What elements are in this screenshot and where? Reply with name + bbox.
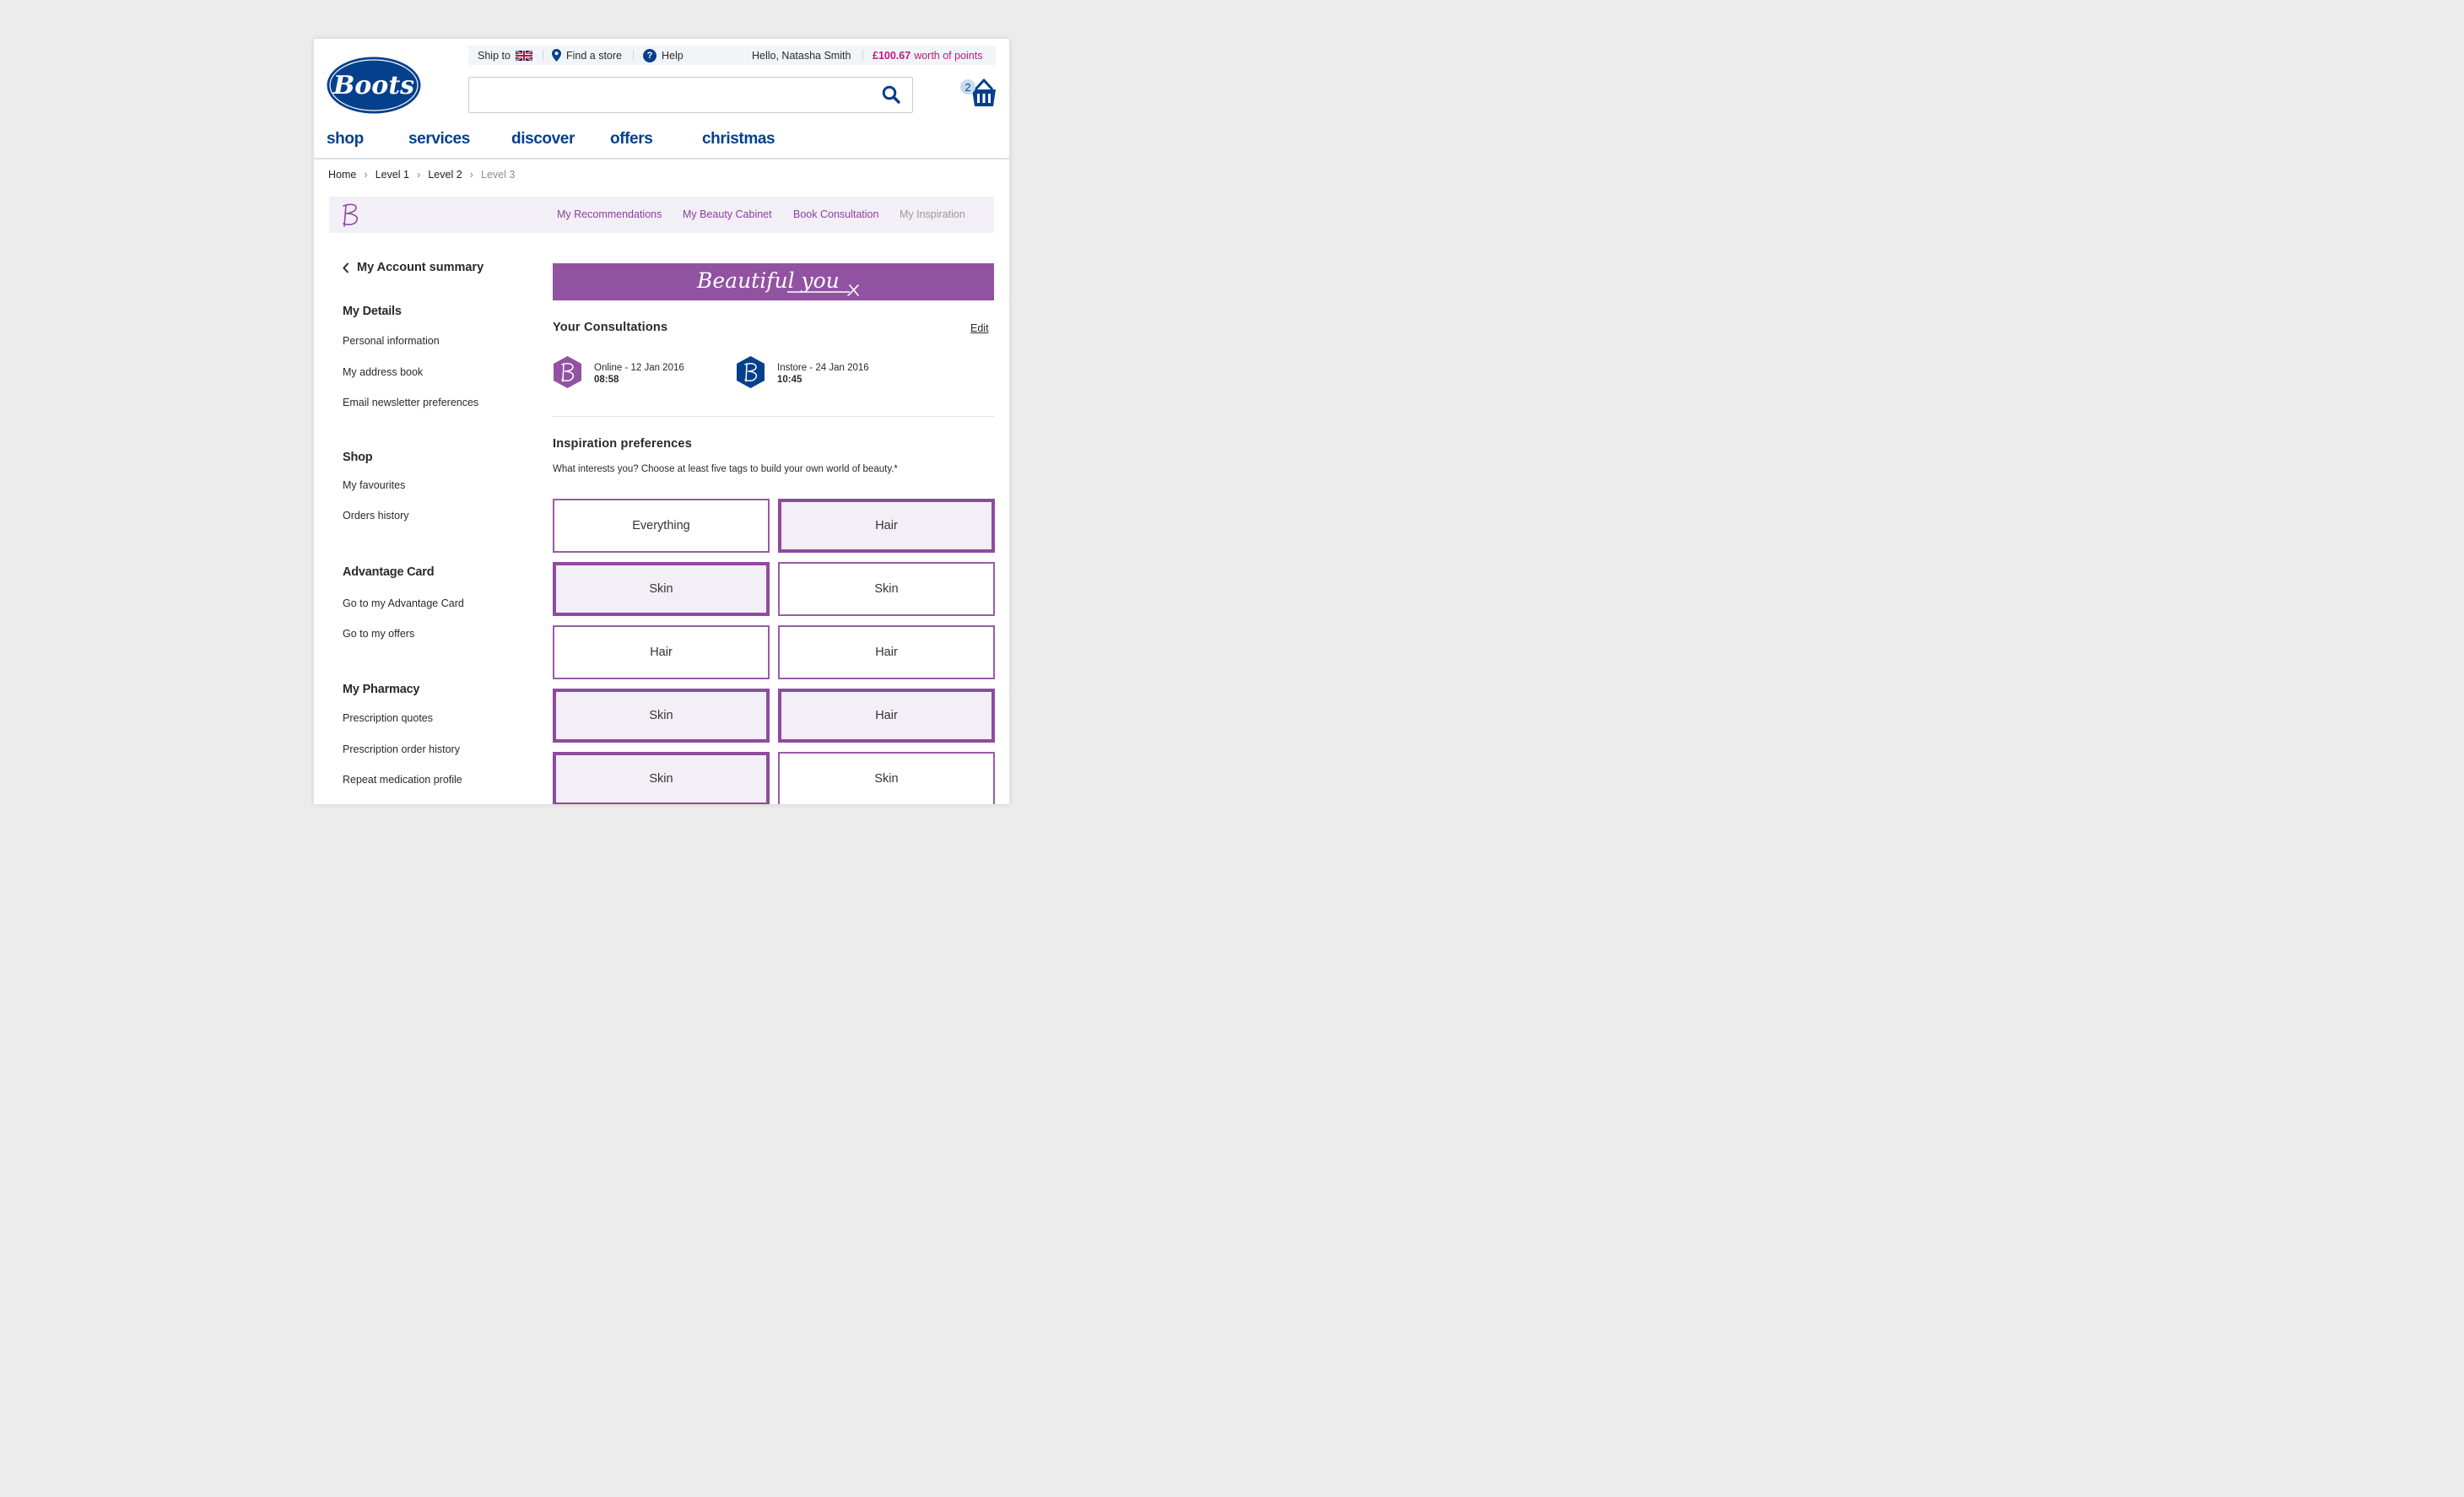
interest-tag-label: Everything (632, 519, 690, 532)
nav-offers[interactable]: offers (610, 130, 653, 148)
points-value: £100.67 (873, 49, 911, 62)
breadcrumb (328, 168, 515, 181)
inspiration-prompt: What interests you? Choose at least five tags to build your own world of beauty.* (553, 464, 898, 474)
points-link[interactable] (873, 46, 982, 65)
help-icon: ? (643, 49, 657, 62)
find-store-label: Find a store (566, 49, 623, 62)
edit-consultations-link[interactable]: Edit (970, 322, 989, 334)
inspiration-heading: Inspiration preferences (553, 437, 692, 451)
basket-count-badge: 2 (960, 79, 975, 95)
interest-tag-label: Hair (875, 519, 898, 532)
sidebar-item-repeat-medication[interactable]: Repeat medication profile (343, 774, 462, 786)
beauty-nav (329, 197, 994, 233)
account-summary-back-link[interactable] (343, 261, 484, 274)
ship-to-link[interactable] (478, 46, 532, 65)
interest-tag[interactable] (778, 562, 995, 616)
advantage-card-heading: Advantage Card (343, 565, 435, 579)
nav-my-recommendations[interactable]: My Recommendations (557, 208, 662, 220)
consultation-label: Online - 12 Jan 2016 (594, 363, 684, 373)
banner-script (553, 263, 994, 300)
interest-tag[interactable] (778, 752, 995, 804)
nav-my-beauty-cabinet[interactable]: My Beauty Cabinet (683, 208, 772, 220)
help-label: Help (662, 49, 684, 62)
interest-tag-label: Skin (874, 772, 899, 786)
interest-tag[interactable] (553, 625, 770, 679)
search-icon[interactable] (882, 85, 900, 104)
sidebar-item-email-preferences[interactable]: Email newsletter preferences (343, 397, 479, 408)
breadcrumb-home[interactable]: Home (328, 168, 357, 181)
instore-consultation-hex-icon (736, 355, 765, 389)
interest-tag-label: Skin (874, 582, 899, 596)
nav-christmas[interactable]: christmas (702, 130, 775, 148)
consultation-time: 10:45 (777, 375, 802, 385)
sidebar-item-address-book[interactable]: My address book (343, 366, 424, 378)
chevron-left-icon (343, 262, 349, 273)
consultations-heading: Your Consultations (553, 321, 668, 334)
chevron-right-icon: › (469, 168, 473, 181)
interest-tag[interactable] (553, 689, 770, 743)
my-pharmacy-heading: My Pharmacy (343, 683, 420, 696)
sidebar-item-offers[interactable]: Go to my offers (343, 628, 415, 640)
search-input[interactable] (478, 78, 866, 111)
logo-text: Boots (332, 71, 415, 100)
interest-tag-label: Hair (650, 646, 673, 659)
interest-tag[interactable] (778, 689, 995, 743)
account-greeting[interactable] (752, 46, 851, 65)
uk-flag-icon (516, 51, 532, 61)
breadcrumb-level-3: Level 3 (481, 168, 516, 181)
search-box (468, 77, 913, 113)
nav-services[interactable]: services (408, 130, 470, 148)
interest-tag-label: Skin (649, 772, 673, 786)
interest-tag[interactable] (778, 625, 995, 679)
section-divider (553, 416, 994, 417)
page (314, 39, 1009, 804)
nav-shop[interactable]: shop (327, 130, 364, 148)
location-pin-icon (552, 49, 561, 62)
nav-my-inspiration[interactable]: My Inspiration (900, 208, 965, 220)
consultation-details (777, 362, 869, 386)
banner-text: Beautiful you (697, 268, 840, 293)
consultation-time: 08:58 (594, 375, 619, 385)
sidebar-item-prescription-history[interactable]: Prescription order history (343, 743, 460, 755)
consultation-item[interactable] (553, 355, 684, 389)
sidebar-item-orders-history[interactable]: Orders history (343, 510, 409, 522)
sidebar-item-favourites[interactable]: My favourites (343, 479, 406, 491)
consultation-details (594, 362, 684, 386)
consultation-label: Instore - 24 Jan 2016 (777, 363, 869, 373)
sidebar-item-personal-information[interactable]: Personal information (343, 335, 440, 347)
breadcrumb-level-1[interactable]: Level 1 (375, 168, 409, 181)
sidebar-item-prescription-quotes[interactable]: Prescription quotes (343, 712, 434, 724)
interest-tag[interactable] (778, 499, 995, 553)
chevron-right-icon: › (417, 168, 421, 181)
interest-tag-label: Skin (649, 582, 673, 596)
nav-discover[interactable]: discover (511, 130, 575, 148)
help-link[interactable] (643, 46, 684, 65)
beauty-b-logo-icon[interactable] (339, 203, 361, 228)
account-summary-label: My Account summary (357, 261, 484, 274)
my-details-heading: My Details (343, 305, 402, 318)
interest-tag-label: Hair (875, 646, 898, 659)
consultation-item[interactable] (736, 355, 869, 389)
divider (633, 50, 634, 61)
nav-book-consultation[interactable]: Book Consultation (793, 208, 879, 220)
interest-tag-label: Hair (875, 709, 898, 722)
shop-heading: Shop (343, 451, 373, 464)
find-store-link[interactable] (552, 46, 622, 65)
greeting-text: Hello, Natasha Smith (752, 49, 851, 62)
interest-tag[interactable] (553, 499, 770, 553)
interest-tag-label: Skin (649, 709, 673, 722)
online-consultation-hex-icon (553, 355, 582, 389)
divider (862, 50, 863, 61)
utility-bar (468, 46, 996, 65)
breadcrumb-level-2[interactable]: Level 2 (428, 168, 462, 181)
nav-divider (314, 158, 1009, 159)
interest-tag[interactable] (553, 752, 770, 804)
interest-tag[interactable] (553, 562, 770, 616)
points-label: worth of points (914, 49, 983, 62)
beautiful-you-banner (553, 263, 994, 300)
boots-logo[interactable] (327, 57, 421, 114)
chevron-right-icon: › (364, 168, 368, 181)
ship-to-label: Ship to (478, 49, 511, 62)
sidebar-item-advantage-card[interactable]: Go to my Advantage Card (343, 597, 464, 609)
